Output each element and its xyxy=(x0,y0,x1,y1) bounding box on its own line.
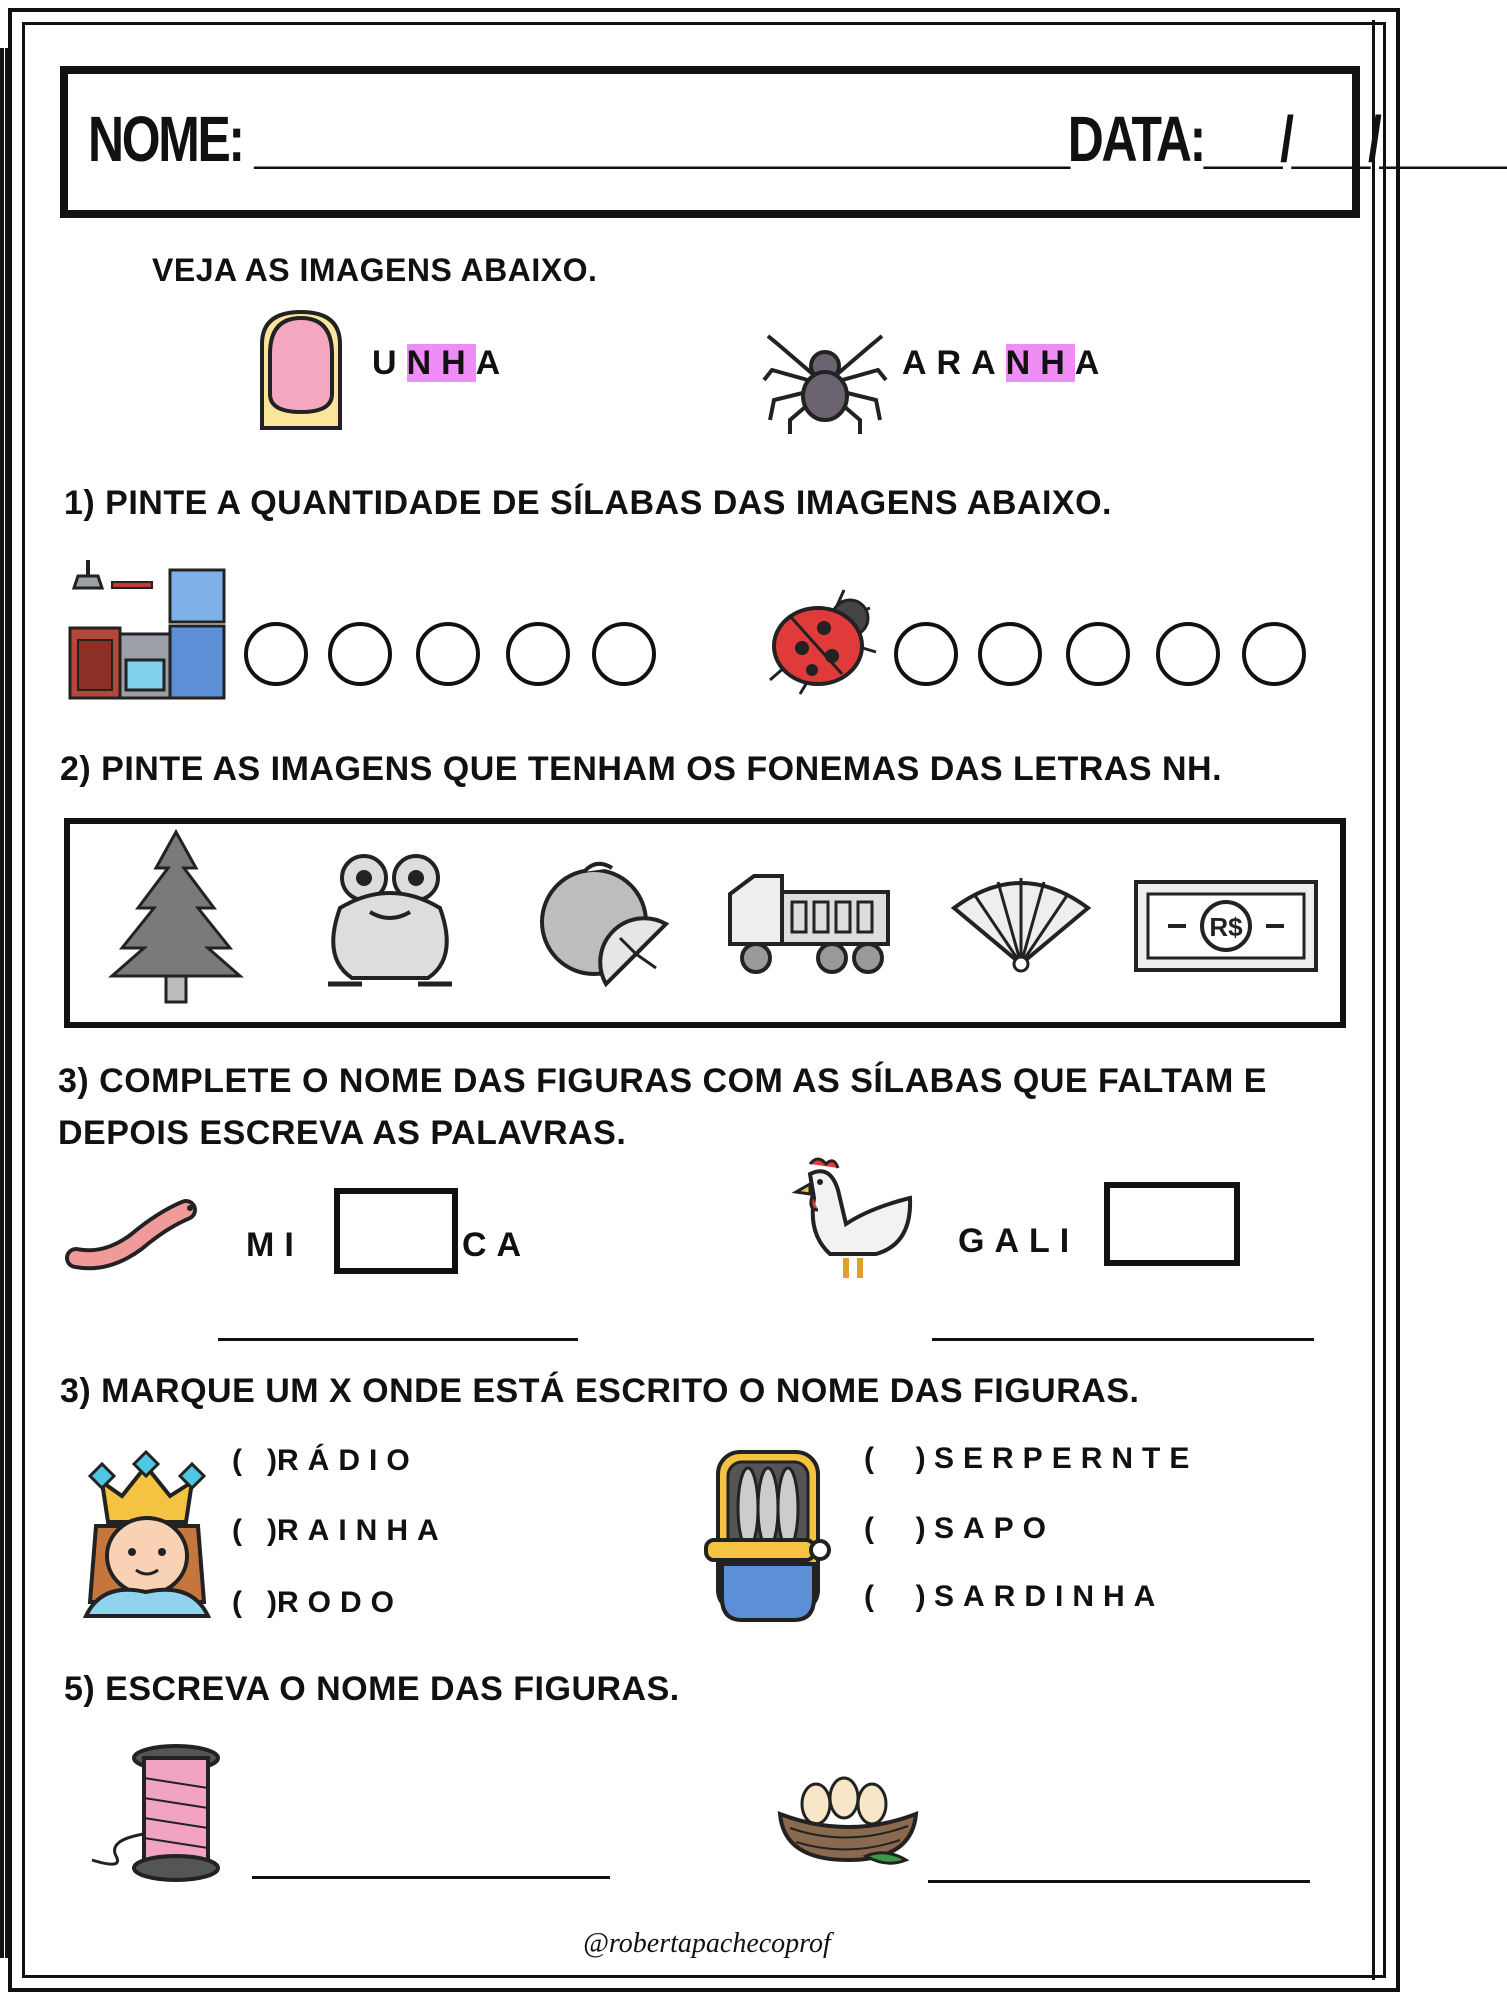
chicken-icon xyxy=(790,1154,916,1280)
checkbox-paren[interactable]: ( ) xyxy=(232,1586,277,1619)
answer-line[interactable] xyxy=(218,1338,578,1341)
q2-instruction: 2) PINTE AS IMAGENS QUE TENHAM OS FONEMAS DAS LETRAS NH. xyxy=(60,750,1223,788)
fingernail-icon xyxy=(256,304,346,428)
option-row[interactable]: ( ) SERPERNTE xyxy=(864,1442,1199,1475)
checkbox-paren[interactable]: ( ) xyxy=(232,1444,277,1477)
example-word-unha: UNHA xyxy=(372,344,511,382)
syllable-circle[interactable] xyxy=(244,622,308,686)
q4-instruction: 3) MARQUE UM X ONDE ESTÁ ESCRITO O NOME DAS FIGURAS. xyxy=(60,1372,1140,1410)
q3-instruction-line2: DEPOIS ESCREVA AS PALAVRAS. xyxy=(58,1114,627,1152)
syllable-circle[interactable] xyxy=(1156,622,1220,686)
nest-icon xyxy=(776,1764,922,1874)
money-icon[interactable] xyxy=(1134,880,1318,972)
spider-icon xyxy=(760,316,890,436)
frog-icon[interactable] xyxy=(318,848,462,992)
example-highlight: NH xyxy=(1005,344,1075,382)
answer-line[interactable] xyxy=(928,1880,1310,1883)
syllable-circle[interactable] xyxy=(1066,622,1130,686)
example-word-aranha: ARANHA xyxy=(902,344,1110,382)
header-box xyxy=(60,66,1507,218)
option-row[interactable]: ( )RAINHA xyxy=(232,1514,448,1547)
page-border-left xyxy=(0,48,8,1958)
date-blank[interactable]: ___/___/_____ xyxy=(1203,103,1507,175)
checkbox-paren[interactable]: ( ) xyxy=(864,1580,926,1613)
syllable-answer-box[interactable] xyxy=(334,1188,458,1274)
syllable-circle[interactable] xyxy=(416,622,480,686)
checkbox-paren[interactable]: ( ) xyxy=(864,1512,926,1545)
thread-spool-icon xyxy=(88,1744,224,1882)
syllable-circle[interactable] xyxy=(506,622,570,686)
option-row[interactable]: ( )RODO xyxy=(232,1586,403,1619)
sardine-can-icon xyxy=(704,1448,832,1624)
syllable-circle[interactable] xyxy=(328,622,392,686)
example-highlight: NH xyxy=(406,344,476,382)
answer-line[interactable] xyxy=(252,1876,610,1879)
queen-icon xyxy=(82,1452,212,1616)
option-row[interactable]: ( ) SARDINHA xyxy=(864,1580,1165,1613)
header-line xyxy=(88,102,1507,176)
option-row[interactable]: ( )RÁDIO xyxy=(232,1444,419,1477)
intro-instruction: VEJA AS IMAGENS ABAIXO. xyxy=(152,252,598,288)
checkbox-paren[interactable]: ( ) xyxy=(232,1514,277,1547)
money-symbol: R$ xyxy=(1209,912,1243,942)
name-label: NOME: xyxy=(88,103,243,175)
ladybug-icon xyxy=(766,586,882,696)
truck-icon[interactable] xyxy=(726,864,892,976)
option-row[interactable]: ( ) SAPO xyxy=(864,1512,1056,1545)
syllable-circle[interactable] xyxy=(592,622,656,686)
q1-instruction: 1) PINTE A QUANTIDADE DE SÍLABAS DAS IMAGENS ABAIXO. xyxy=(64,484,1112,522)
orange-icon[interactable] xyxy=(536,858,672,988)
date-label: DATA: xyxy=(1067,103,1204,175)
fan-icon[interactable] xyxy=(950,868,1092,972)
kitchen-icon xyxy=(68,560,228,698)
checkbox-paren[interactable]: ( ) xyxy=(864,1442,926,1475)
syllable-circle[interactable] xyxy=(1242,622,1306,686)
pine-tree-icon[interactable] xyxy=(108,828,244,1004)
q5-instruction: 5) ESCREVA O NOME DAS FIGURAS. xyxy=(64,1670,680,1708)
syllable-circle[interactable] xyxy=(894,622,958,686)
name-blank[interactable]: ________________________________ xyxy=(254,103,1068,175)
q3-instruction-line1: 3) COMPLETE O NOME DAS FIGURAS COM AS SÍLABAS QUE FALTAM E xyxy=(58,1062,1267,1100)
q3-word-before-1: MI xyxy=(246,1226,304,1264)
author-credit: @robertapachecoprof xyxy=(583,1928,831,1959)
worm-icon xyxy=(66,1192,206,1272)
q3-word-before-2: GALI xyxy=(958,1222,1080,1260)
answer-line[interactable] xyxy=(932,1338,1314,1341)
syllable-answer-box[interactable] xyxy=(1104,1182,1240,1266)
syllable-circle[interactable] xyxy=(978,622,1042,686)
q3-word-after-1: CA xyxy=(462,1226,532,1264)
